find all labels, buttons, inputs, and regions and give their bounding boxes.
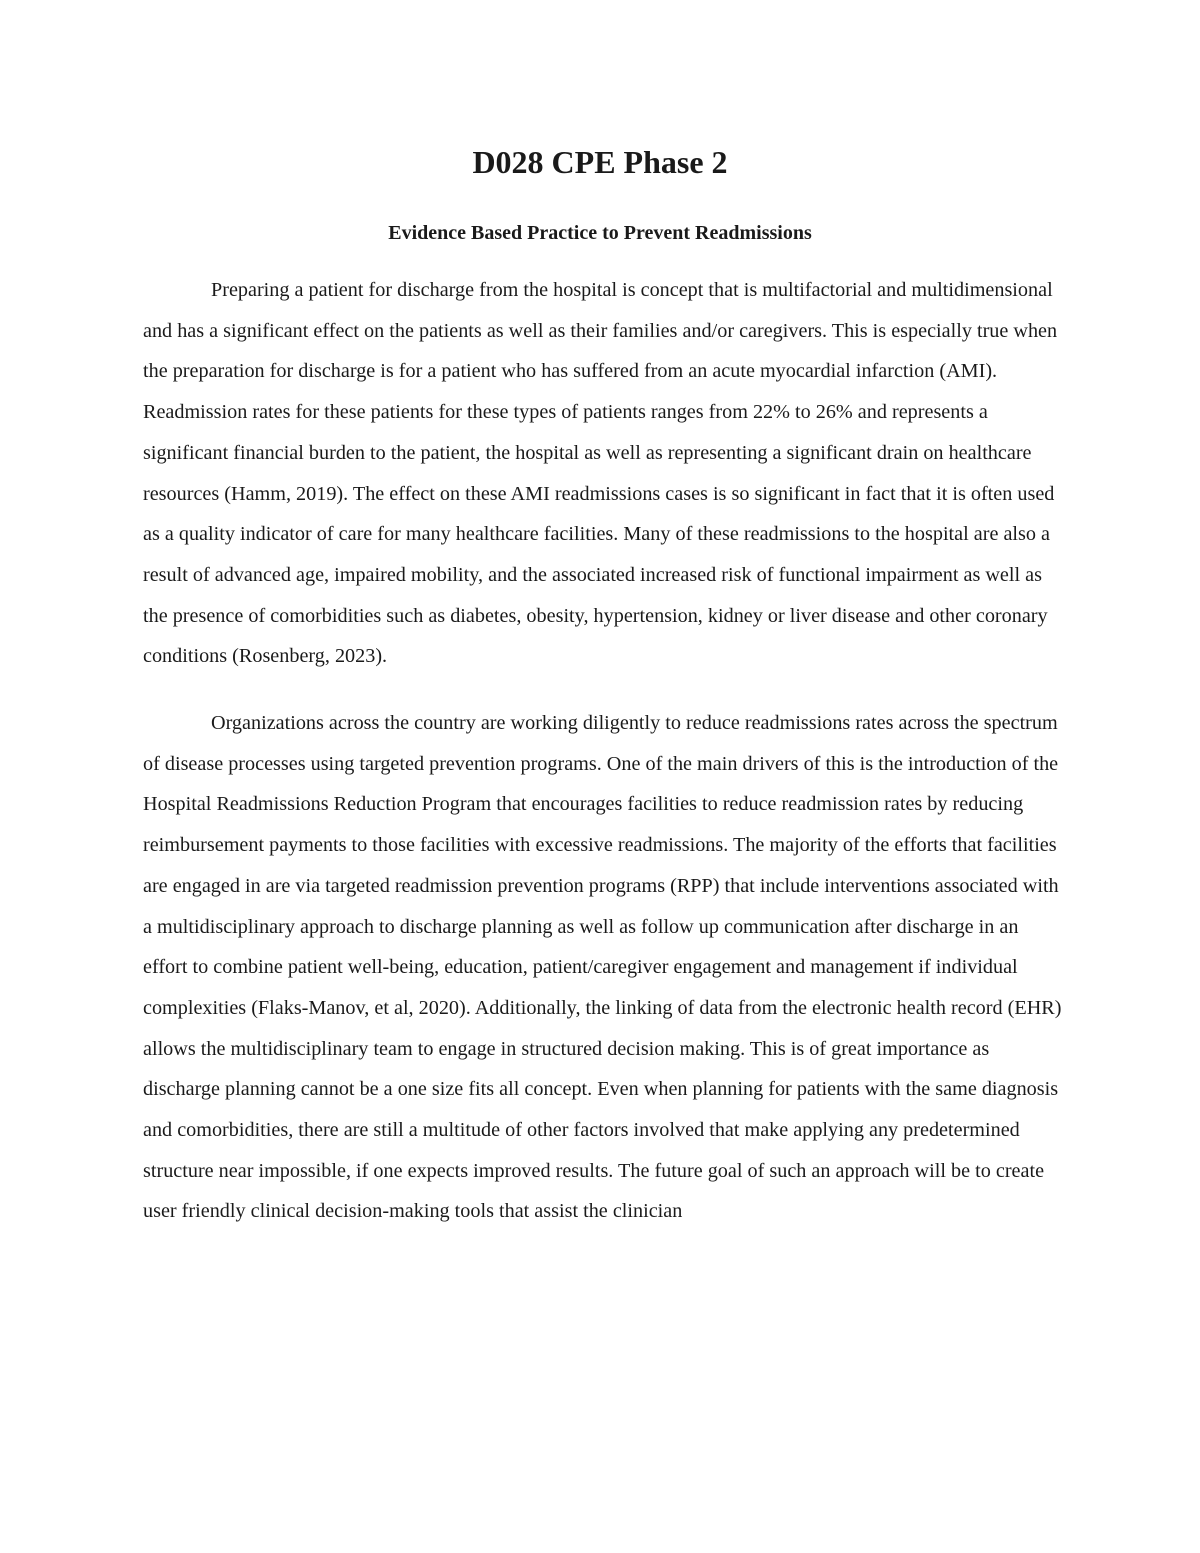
document-body [143,270,1063,1232]
document-subtitle: Evidence Based Practice to Prevent Readmissions [388,222,812,244]
paragraph-1: Preparing a patient for discharge from the hospital is concept that is multifactorial and multidimensional and has a significant effect on the patients as well as their families and/or caregivers. This is especially true when the preparation for discharge is for a patient who has suffered from an acute myocardial infarction (AMI). Readmission rates for these patients for these types of patients ranges from 22% to 26% and represents a significant financial burden to the patient, the hospital as well as representing a significant drain on healthcare resources (Hamm, 2019). The effect on these AMI readmissions cases is so significant in fact that it is often used as a quality indicator of care for many healthcare facilities. Many of these readmissions to the hospital are also a result of advanced age, impaired mobility, and the associated increased risk of functional impairment as well as the presence of comorbidities such as diabetes, obesity, hypertension, kidney or liver disease and other coronary conditions (Rosenberg, 2023). [143,279,1058,668]
document-title: D028 CPE Phase 2 [472,144,728,180]
paragraph-2: Organizations across the country are working diligently to reduce readmissions rates across the spectrum of disease processes using targeted prevention programs. One of the main drivers of this is the introduction of the Hospital Readmissions Reduction Program that encourages facilities to reduce readmission rates by reducing reimbursement payments to those facilities with excessive readmissions. The majority of the efforts that facilities are engaged in are via targeted readmission prevention programs (RPP) that include interventions associated with a multidisciplinary approach to discharge planning as well as follow up communication after discharge in an effort to combine patient well-being, education, patient/caregiver engagement and management if individual complexities (Flaks-Manov, et al, 2020). Additionally, the linking of data from the electronic health record (EHR) allows the multidisciplinary team to engage in structured decision making. This is of great importance as discharge planning cannot be a one size fits all concept. Even when planning for patients with the same diagnosis and comorbidities, there are still a multitude of other factors involved that make applying any predetermined structure near impossible, if one expects improved results. The future goal of such an approach will be to create user friendly clinical decision-making tools that assist the clinician [143,712,1062,1223]
